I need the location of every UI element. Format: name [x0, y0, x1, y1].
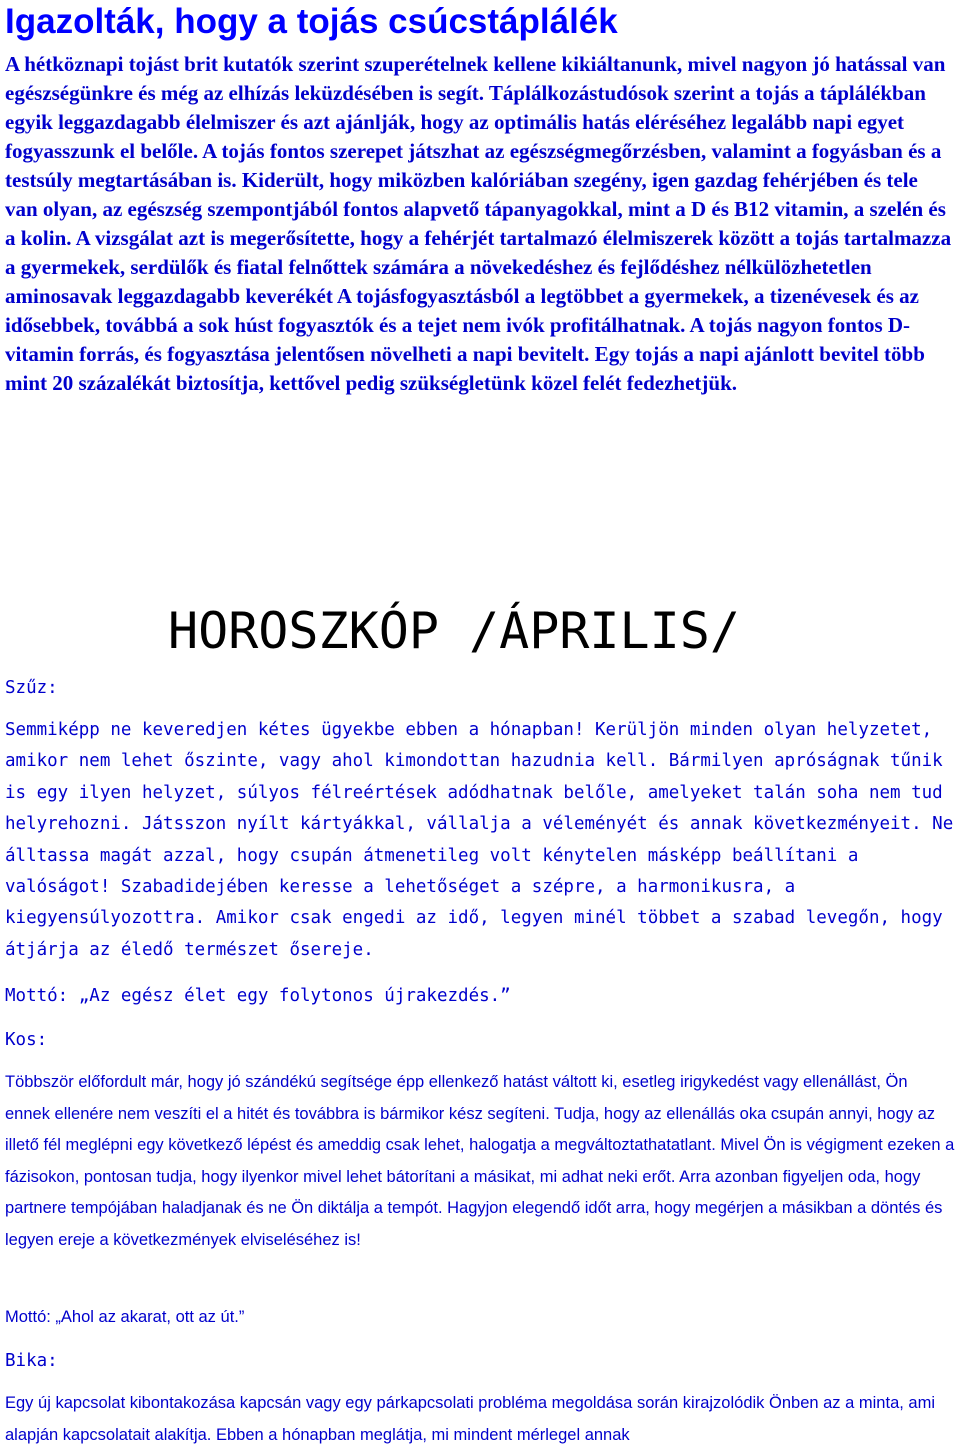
sign-heading-kos: Kos: — [5, 1030, 48, 1050]
sign-text-bika: Egy új kapcsolat kibontakozása kapcsán vagy egy párkapcsolati probléma megoldása során kirajzolódik Önben az a minta, ami alapján kapcsolatait alakítja. Ebben a hónapban meglátja, mi mindent mérlegel annak — [5, 1394, 936, 1444]
sign-heading-szuz: Szűz: — [5, 678, 58, 698]
sign-heading-bika: Bika: — [5, 1351, 58, 1371]
horoscope-title: HOROSZKÓP /ÁPRILIS/ — [168, 602, 740, 660]
article-title: Igazolták, hogy a tojás csúcstáplálék — [5, 2, 618, 41]
article-body: A hétköznapi tojást brit kutatók szerint szuperételnek kellene kikiáltanunk, mivel nagyon jó hatással van egészségünkre és még az elhízás leküzdésében is segít. Táplálkozástudósok szerint a tojás a táplálékban egyik leggazdagabb élelmiszer és azt ajánlják, hogy az optimális hatás eléréséhez legalább napi egyet fogyasszunk el belőle. A tojás fontos szerepet játszhat az egészségmegőrzésben, valamint a fogyásban és a testsúly megtartásában is. Kiderült, hogy miközben kalóriában szegény, igen gazdag fehérjében és tele van olyan, az egészség szempontjából fontos alapvető tápanyagokkal, mint a D és B12 vitamin, a szelén és a kolin. A vizsgálat azt is megerősítette, hogy a fehérjét tartalmazó élelmiszerek között a tojás tartalmazza a gyermekek, serdülők és fiatal felnőttek számára a növekedéshez és fejlődéshez nélkülözhetetlen aminosavak leggazdagabb keverékét A tojásfogyasztásból a legtöbbet a gyermekek, a tizenévesek és az idősebbek, továbbá a sok húst fogyasztók és a tejet nem ivók profitálhatnak. A tojás nagyon fontos D-vitamin forrás, és fogyasztása jelentősen növelheti a napi bevitelt. Egy tojás a napi ajánlott bevitel több mint 20 százalékát biztosítja, kettővel pedig szükségletünk közel felét fedezhetjük. — [5, 52, 952, 395]
sign-motto-szuz: Mottó: „Az egész élet egy folytonos újrakezdés.” — [5, 986, 511, 1006]
sign-text-szuz: Semmiképp ne keveredjen kétes ügyekbe ebben a hónapban! Kerüljön minden olyan helyzetet, amikor nem lehet őszinte, vagy ahol kimondottan hazudnia kell. Bármilyen apróságnak tűnik is egy ilyen helyzet, súlyos félreértések adódhatnak belőle, amelyeket talán soha nem tud helyrehozni. Játsszon nyílt kártyákkal, vállalja a véleményét és annak következményeit. Ne álltassa magát azzal, hogy csupán átmenetileg volt kénytelen másképp beállítani a valóságot! Szabadidejében keresse a lehetőséget a szépre, a harmonikusra, a kiegyensúlyozottra. Amikor csak engedi az idő, legyen minél többet a szabad levegőn, hogy átjárja az éledő természet őserejе. — [5, 720, 954, 960]
sign-motto-kos: Mottó: „Ahol az akarat, ott az út.” — [5, 1308, 245, 1326]
sign-text-kos: Többször előfordult már, hogy jó szándékú segítsége épp ellenkező hatást váltott ki, esetleg irigykedést vagy ellenállást, Ön ennek ellenére nem veszíti el a hitét és továbbra is bármikor kész segíteni. Tudja, hogy az ellenállás oka csupán annyi, hogy az illető fél meglépni egy következő lépést és ameddig csak lehet, halogatja a megváltoztathatatlant. Mivel Ön is végigment ezeken a fázisokon, pontosan tudja, hogy ilyenkor mivel lehet bátorítani a másikat, mi adhat neki erőt. Arra azonban figyeljen oda, hogy partnere tempójában haladjanak és ne Ön diktálja a tempót. Hagyjon elegendő időt arra, hogy megérjen a másikban a döntés és legyen ereje a következmények elviseléséhez is! — [5, 1073, 955, 1249]
